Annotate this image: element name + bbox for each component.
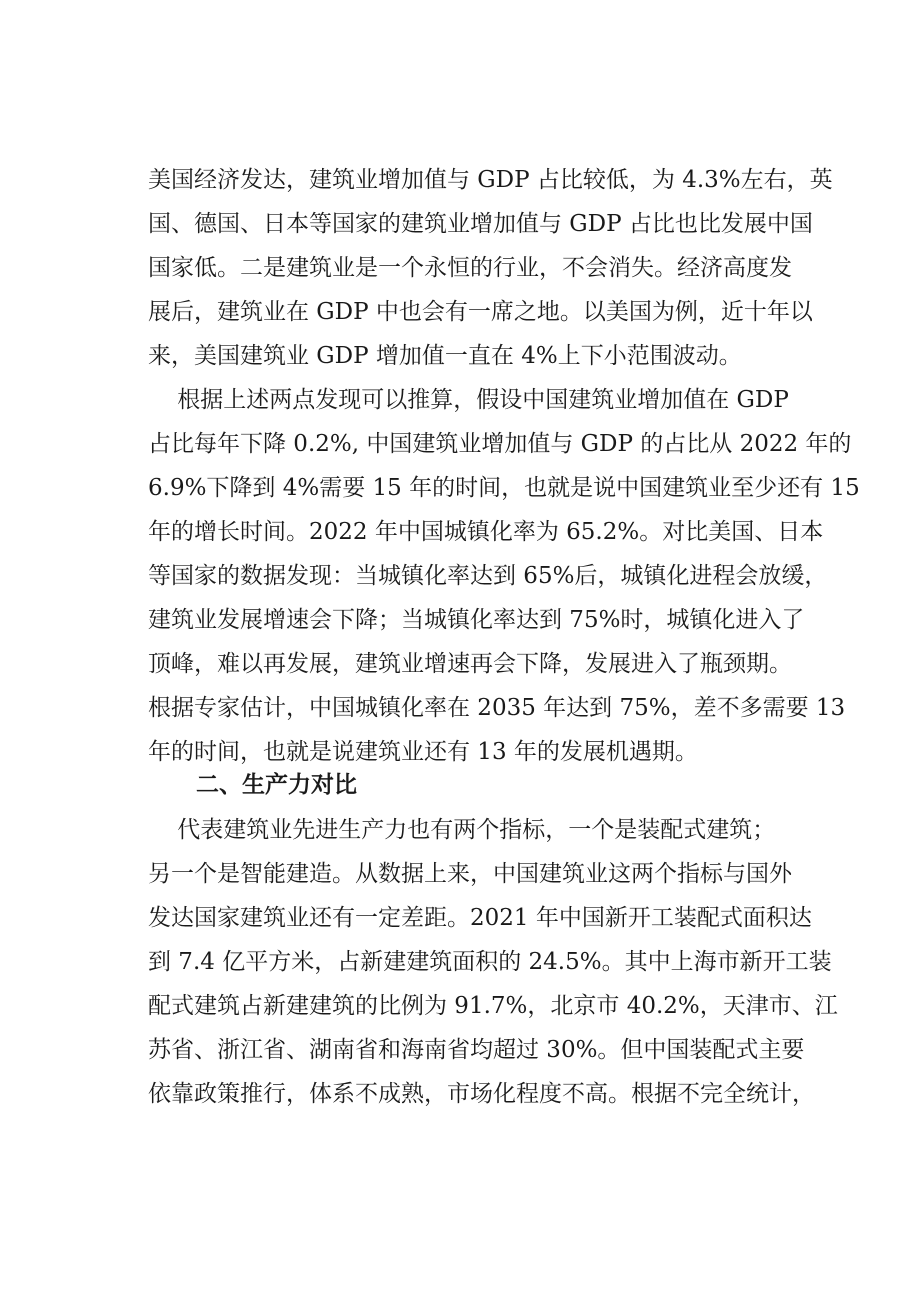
paragraph-line: 苏省、浙江省、湖南省和海南省均超过 30%。但中国装配式主要 — [148, 1037, 805, 1063]
paragraph-line: 国、德国、日本等国家的建筑业增加值与 GDP 占比也比发展中国 — [148, 211, 813, 237]
paragraph-line: 年的时间，也就是说建筑业还有 13 年的发展机遇期。 — [148, 739, 698, 765]
paragraph-line: 发达国家建筑业还有一定差距。2021 年中国新开工装配式面积达 — [148, 905, 812, 931]
paragraph-line: 来，美国建筑业 GDP 增加值一直在 4%上下小范围波动。 — [148, 343, 742, 369]
paragraph-line: 国家低。二是建筑业是一个永恒的行业，不会消失。经济高度发 — [148, 255, 792, 281]
paragraph-line: 占比每年下降 0.2%, 中国建筑业增加值与 GDP 的占比从 2022 年的 — [148, 431, 852, 457]
paragraph-line: 代表建筑业先进生产力也有两个指标，一个是装配式建筑； — [148, 817, 776, 843]
section-heading: 二、生产力对比 — [196, 772, 357, 798]
paragraph-line: 顶峰，难以再发展，建筑业增速再会下降，发展进入了瓶颈期。 — [148, 651, 792, 677]
paragraph-line: 6.9%下降到 4%需要 15 年的时间，也就是说中国建筑业至少还有 15 — [148, 475, 860, 501]
paragraph-line: 根据上述两点发现可以推算，假设中国建筑业增加值在 GDP — [148, 387, 789, 413]
paragraph-line: 根据专家估计，中国城镇化率在 2035 年达到 75%，差不多需要 13 — [148, 695, 846, 721]
paragraph-line: 年的增长时间。2022 年中国城镇化率为 65.2%。对比美国、日本 — [148, 519, 824, 545]
paragraph-line: 另一个是智能建造。从数据上来，中国建筑业这两个指标与国外 — [148, 861, 792, 887]
paragraph-line: 依靠政策推行，体系不成熟，市场化程度不高。根据不完全统计， — [148, 1081, 815, 1107]
paragraph-2 — [148, 378, 860, 774]
paragraph-line: 建筑业发展增速会下降；当城镇化率达到 75%时，城镇化进入了 — [148, 607, 805, 633]
paragraph-1 — [148, 158, 833, 378]
paragraph-3 — [148, 808, 838, 1116]
paragraph-line: 美国经济发达，建筑业增加值与 GDP 占比较低，为 4.3%左右，英 — [148, 167, 833, 193]
paragraph-line: 等国家的数据发现：当城镇化率达到 65%后，城镇化进程会放缓， — [148, 563, 828, 589]
paragraph-line: 展后，建筑业在 GDP 中也会有一席之地。以美国为例，近十年以 — [148, 299, 813, 325]
paragraph-line: 配式建筑占新建建筑的比例为 91.7%，北京市 40.2%，天津市、江 — [148, 993, 838, 1019]
paragraph-line: 到 7.4 亿平方米，占新建建筑面积的 24.5%。其中上海市新开工装 — [148, 949, 832, 975]
